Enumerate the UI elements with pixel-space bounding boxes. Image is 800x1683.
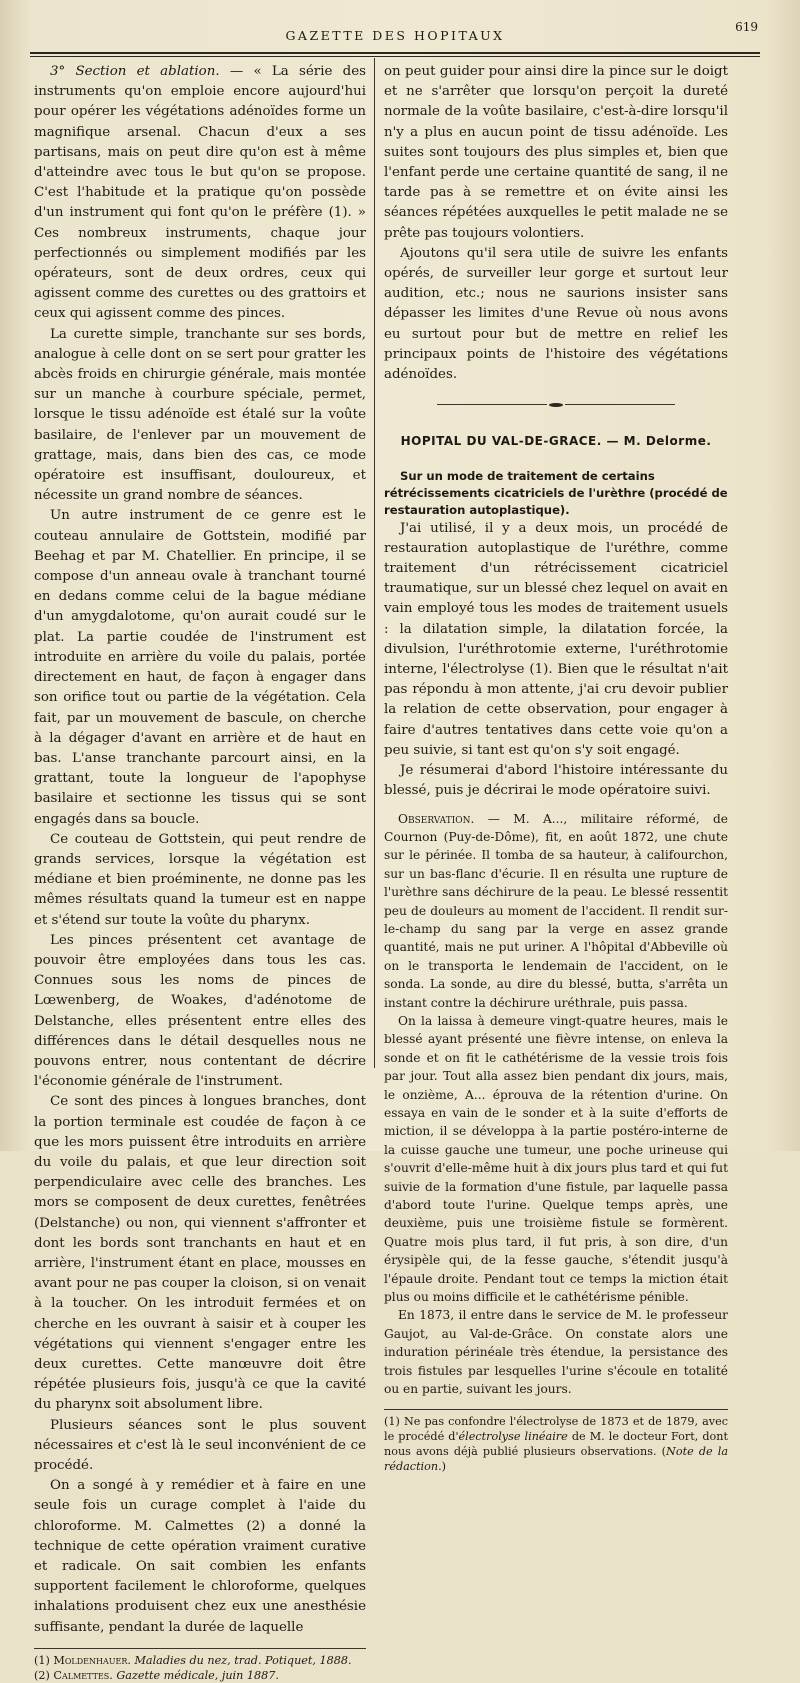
paragraph: Plusieurs séances sont le plus souvent nécessaires et c'est là le seul inconvénient de ce procédé. <box>34 1417 366 1474</box>
footnote-rule <box>384 1409 728 1410</box>
section-separator <box>384 395 728 415</box>
right-column <box>384 62 728 1474</box>
paragraph: on peut guider pour ainsi dire la pince sur le doigt et ne s'arrêter que lorsqu'on perçoit la dureté normale de la voûte basilaire, c'est-à-dire lorsqu'il n'y a plus en aucun point de tissu adénoïde. Les suites sont toujours des plus simples et, bien que l'enfant perde une certaine quantité de sang, il ne tarde pas à se remettre et on évite ainsi les séances répétées auxquelles le petit malade ne se prête pas toujours volontiers. <box>384 64 728 241</box>
journal-title: GAZETTE DES HOPITAUX <box>285 28 505 43</box>
observation-lead: Observation. <box>398 811 475 826</box>
left-footnotes <box>34 1653 366 1683</box>
footnote <box>34 1653 366 1668</box>
page-number: 619 <box>735 20 758 34</box>
footnote-author: Moldenhauer. <box>53 1653 131 1667</box>
footnote-note: Note de la rédaction <box>384 1444 728 1473</box>
section-lead: 3° Section et ablation. <box>50 64 220 79</box>
footnote-text: .) <box>438 1459 447 1473</box>
paragraph: Ce sont des pinces à longues branches, dont la portion terminale est coudée de façon à ce que les mors puissent être introduits en arrière du voile du palais, et que leur direction soit perpendiculaire avec celle des branches. Les mors se composent de deux curettes, fenêtrées (Delstanche) ou non, qui viennent s'affronter et dont les bords sont tranchants en haut et en arrière, l'instrument étant en place, mousses en avant pour ne pas couper la cloison, si on venait à la toucher. On les introduit fermées et on cherche en les ouvrant à saisir et à couper les végétations qui viennent s'engager entre les deux curettes. Cette manœuvre doit être répétée plusieurs fois, jusqu'à ce que la cavité du pharynx soit absolument libre. <box>34 1094 366 1413</box>
footnote-number: (1) <box>384 1414 400 1428</box>
paragraph-text: — M. A..., militaire réformé, de Cournon (Puy-de-Dôme), fit, en août 1872, une chute sur le périnée. Il tomba de sa hauteur, à califourchon, sur un bas-flanc d'écurie. Il en résulta une rupture de l'urèthre sans déchirure de la peau. Le blessé ressentit peu de douleurs au moment de l'accident. Il rendit sur-le-champ du sang par la verge en assez grande quantité, mais ne put uriner. A l'hôpital d'Abbeville où on le transporta le lendemain de l'accident, on le sonda. La sonde, au dire du blessé, butta, s'arrêta un instant contre la déchirure uréthrale, puis passa. <box>384 811 728 1010</box>
paragraph-text: — « La série des instruments qu'on emploie encore aujourd'hui pour opérer les végétations adénoïdes forme un magnifique arsenal. Chacun d'eux a ses partisans, mais on peut dire qu'on est à même d'atteindre avec tous le but qu'on se propose. C'est l'habitude et la pratique qu'on possède d'un instrument qui font qu'on le préfère (1). » Ces nombreux instruments, chaque jour perfectionnés ou simplement modifiés par les opérateurs, sont de deux ordres, ceux qui agissent comme des curettes ou des grattoirs et ceux qui agissent comme des pinces. <box>34 64 367 322</box>
paragraph <box>34 62 366 325</box>
left-column <box>34 62 366 1683</box>
paragraph: Je résumerai d'abord l'histoire intéressante du blessé, puis je décrirai le mode opératoire suivi. <box>384 763 728 799</box>
footnote-text: de M. le docteur Fort, dont nous avons déjà publié plusieurs observations. ( <box>384 1429 728 1458</box>
paragraph: Les pinces présentent cet avantage de pouvoir être employées dans tous les cas. Connues sous les noms de pinces de Lœwenberg, de Woakes, d'adénotome de Delstanche, elles présentent entre elles des différences dans le détail desquelles nous ne pouvons entrer, nous contentant de décrire l'économie générale de l'instrument. <box>34 932 366 1090</box>
paragraph: La curette simple, tranchante sur ses bords, analogue à celle dont on se sert pour gratter les abcès froids en chirurgie générale, mais montée sur un manche à courbure spéciale, permet, lorsque le tissu adénoïde est étalé sur la voûte basilaire, de l'enlever par un mouvement de grattage, mais, dans bien des cas, ce mode opératoire est insuffisant, douloureux, et nécessite un grand nombre de séances. <box>34 326 366 504</box>
footnote <box>384 1414 728 1474</box>
paragraph: Ajoutons qu'il sera utile de suivre les enfants opérés, de surveiller leur gorge et surtout leur audition, etc.; nous ne saurions insister sans dépasser les limites d'une Revue où nous avons eu surtout pour but de mettre en relief les principaux points de l'histoire des végétations adénoïdes. <box>384 245 728 383</box>
footnote-text: Ne pas confondre l'électrolyse de 1873 et de 1879, avec le procédé d' <box>384 1414 728 1443</box>
footnote-text: Maladies du nez, trad. Potiquet, 1888. <box>130 1653 352 1667</box>
right-footnotes <box>384 1414 728 1474</box>
paragraph: En 1873, il entre dans le service de M. le professeur Gaujot, au Val-de-Grâce. On constate alors une induration périnéale très étendue, la persistance des trois fistules par lesquelles l'urine s'écoule en totalité ou en partie, suivant les jours. <box>384 1308 728 1397</box>
page-header <box>30 14 760 48</box>
paragraph: Un autre instrument de ce genre est le couteau annulaire de Gottstein, modifié par Beehag et par M. Chatellier. En principe, il se compose d'un anneau ovale à tranchant tourné en dedans comme celui de la bague médiane d'un amygdalotome, qu'on aurait coudé sur le plat. La partie coudée de l'instrument est introduite en arrière du voile du palais, portée directement en haut, de façon à engager dans son orifice tout ou partie de la végétation. Cela fait, par un mouvement de bascule, on cherche à la dégager d'avant en arrière et de haut en bas. L'anse tranchante parcourt ainsi, en la grattant, toute la longueur de l'apophyse basilaire et sectionne les tissus qui se sont engagés dans sa boucle. <box>34 508 366 827</box>
header-rule <box>30 52 760 57</box>
paragraph: Ce couteau de Gottstein, qui peut rendre de grands services, lorsque la végétation est médiane et bien proéminente, ne donne pas les mêmes résultats quand la tumeur est en nappe et s'étend sur toute la voûte du pharynx. <box>34 831 366 928</box>
footnote-number: (1) <box>34 1653 50 1667</box>
footnote-number: (2) <box>34 1668 50 1682</box>
paragraph: J'ai utilisé, il y a deux mois, un procédé de restauration autoplastique de l'uréthre, comme traitement d'un rétrécissement cicatriciel traumatique, sur un blessé chez lequel on avait en vain employé tous les modes de traitement usuels : la dilatation simple, la dilatation forcée, la divulsion, l'uréthrotomie externe, l'uréthrotomie interne, l'électrolyse (1). Bien que le résultat n'ait pas répondu à mon attente, j'ai cru devoir publier la relation de cette observation, pour engager à faire d'autres tentatives dans cette voie qu'on a peu suivie, si tant est qu'on s'y soit engagé. <box>384 520 728 758</box>
footnote <box>34 1668 366 1683</box>
observation <box>384 810 728 1399</box>
paragraph: On a songé à y remédier et à faire en une seule fois un curage complet à l'aide du chloroforme. M. Calmettes (2) a donné la technique de cette opération vraiment curative et radicale. On sait combien les enfants supportent facilement le chloroforme, quelques inhalations produisent chez eux une anesthésie suffisante, pendant la durée de laquelle <box>34 1478 366 1635</box>
footnote-text: Gazette médicale, juin 1887. <box>112 1668 279 1682</box>
article-title: Sur un mode de traitement de certains rétrécissements cicatriciels de l'urèthre (procédé de restauration autoplastique). <box>384 468 728 517</box>
footnote-author: Calmettes. <box>53 1668 113 1682</box>
paragraph: On la laissa à demeure vingt-quatre heures, mais le blessé ayant présenté une fièvre intense, on enleva la sonde et on fit le cathétérisme de la vessie trois fois par jour. Tout alla assez bien pendant dix jours, mais, le onzième, A... éprouva de la rétention d'urine. On essaya en vain de le sonder et à la suite d'efforts de miction, il se développa à la partie postéro-interne de la cuisse gauche une tumeur, une poche urineuse qui s'ouvrit d'elle-même huit à dix jours plus tard et qui fut suivie de la formation d'une fistule, par laquelle passa d'abord toute l'urine. Quelque temps après, une deuxième, puis une troisième fistule se formèrent. Quatre mois plus tard, il fut pris, à son dire, d'un érysipèle qui, de la fesse gauche, s'étendit jusqu'à l'épaule droite. Pendant tout ce temps la miction était plus ou moins difficile et le cathétérisme pénible. <box>384 1013 728 1305</box>
paragraph <box>384 810 728 1012</box>
footnote-rule <box>34 1648 366 1649</box>
column-divider <box>374 58 375 1068</box>
hospital-heading: HOPITAL DU VAL-DE-GRACE. — M. Delorme. <box>400 434 712 449</box>
footnote-italic: électrolyse linéaire <box>458 1429 568 1443</box>
